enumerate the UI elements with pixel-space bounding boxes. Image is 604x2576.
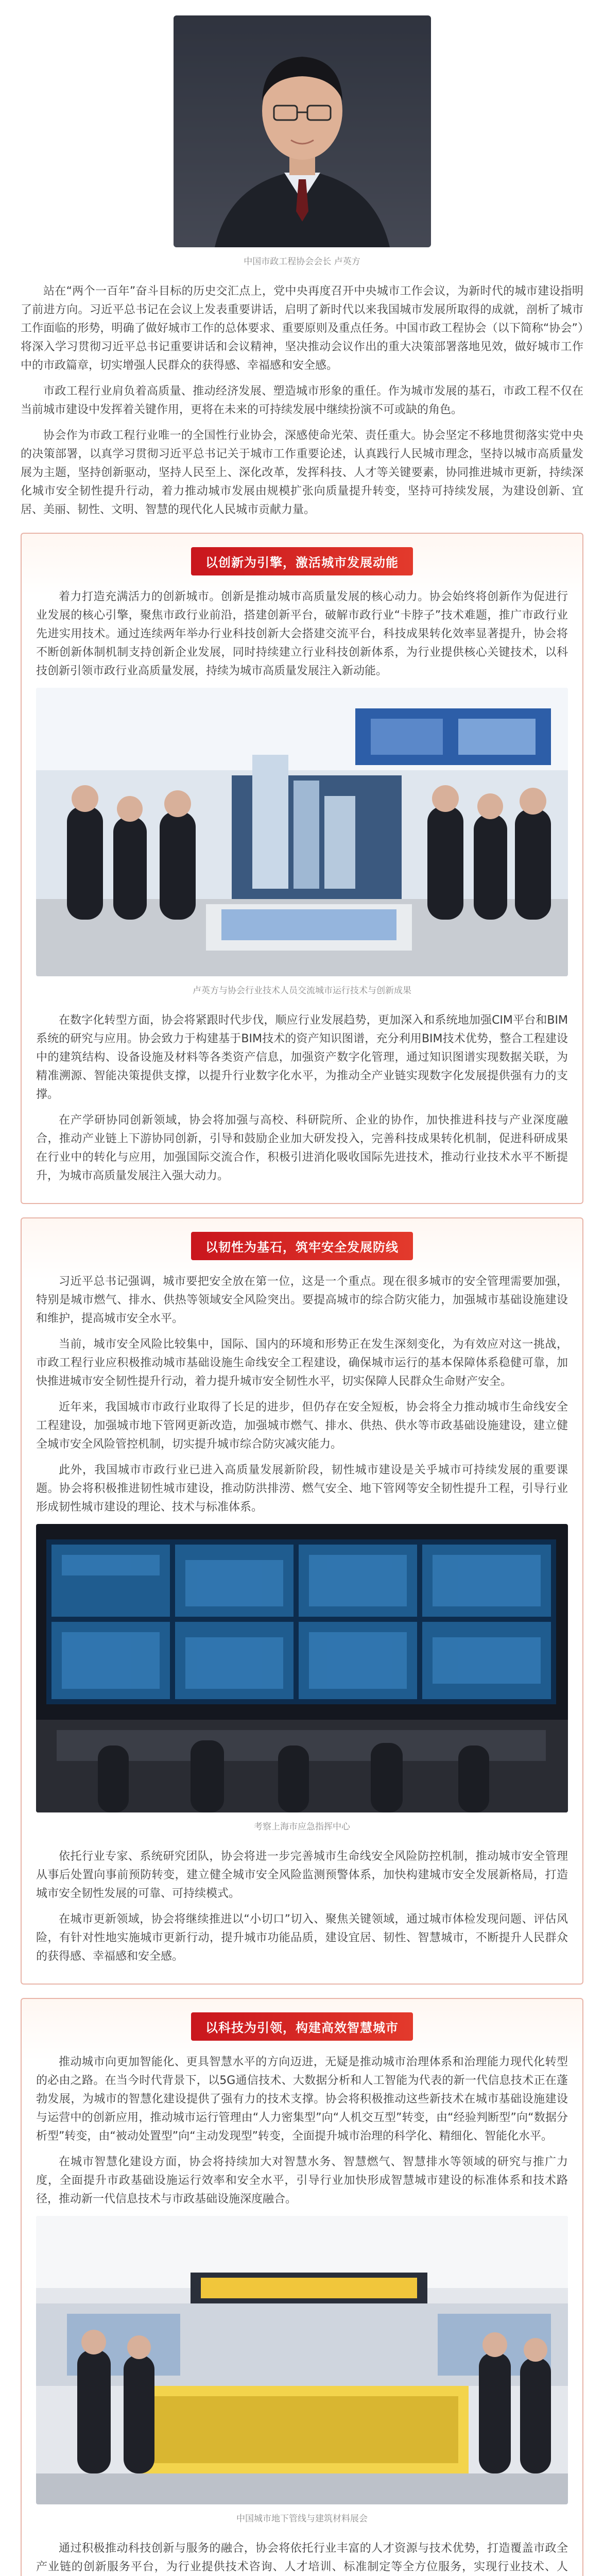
section-paragraph: 着力打造充满活力的创新城市。创新是推动城市高质量发展的核心动力。协会始终将创新作为促进行业发展的核心引擎，聚焦市政行业前沿，搭建创新平台，破解市政行业“卡脖子”技术难题，推广市政行业先进实用技术。通过连续两年举办行业科技创新大会搭建交流平台，科技成果转化效率显著提升，协会将不断创新体制机制支持创新企业发展，同时持续建立行业科技创新体系，为行业提供核心关键技术，以科技创新引领市政行业高质量发展，持续为城市高质量发展注入新动能。 [36,590,568,677]
section-resilience [21,1217,583,1985]
section-paragraph: 在产学研协同创新领域，协会将加强与高校、科研院所、企业的协作，加快推进科技与产业深度融合，推动产业链上下游协同创新，引导和鼓励企业加大研发投入，完善科技成果转化机制，促进科研成果在行业中的转化与应用，加强国际交流合作，积极引进消化吸收国际先进技术，推动行业技术水平不断提升，为城市高质量发展注入强大动力。 [36,1114,568,1182]
intro-paragraph: 站在“两个一百年”奋斗目标的历史交汇点上，党中央再度召开中央城市工作会议，为新时代的城市建设指明了前进方向。习近平总书记在会议上发表重要讲话，启明了新时代以来我国城市发展所取得的成就，剖析了城市工作面临的形势，明确了做好城市工作的总体要求、重要原则及重点任务。中国市政工程协会（以下简称“协会”）将深入学习贯彻习近平总书记重要讲话和会议精神，坚决推动会议作出的重大决策部署落地见效，做好城市工作中的市政篇章，切实增强人民群众的获得感、幸福感和安全感。 [21,285,583,372]
section-smart-city [21,1998,583,2576]
section-paragraph: 依托行业专家、系统研究团队，协会将进一步完善城市生命线安全风险防控机制，推动城市安全管理从事后处置向事前预防转变，建立健全城市安全风险监测预警体系，加快构建城市安全发展新格局，打造城市安全韧性发展的可靠、可持续模式。 [36,1850,568,1900]
section-title: 以韧性为基石，筑牢安全发展防线 [191,1232,413,1260]
exhibition-photo-image [36,688,568,976]
exhibition-photo [36,688,568,976]
portrait-caption: 中国市政工程协会会长 卢英方 [244,257,360,267]
section-paragraph: 在城市更新领域，协会将继续推进以“小切口”切入、聚焦关键领域，通过城市体检发现问题、评估风险，有针对性地实施城市更新行动，提升城市功能品质，建设宜居、韧性、智慧城市，不断提升人民群众的获得感、幸福感和安全感。 [36,1913,568,1963]
intro-paragraph: 协会作为市政工程行业唯一的全国性行业协会，深感使命光荣、责任重大。协会坚定不移地贯彻落实党中央的决策部署，以真学习贯彻习近平总书记关于城市工作重要论述，认真践行人民城市理念，坚持以城市高质量发展为主题，坚持创新驱动，坚持人民至上、深化改革，发挥科技、人才等关键要素，协同推进城市更新，持续深化城市安全韧性提升行动，着力推动城市发展由规模扩张向质量提升转变，坚持可持续发展，为建设创新、宜居、美丽、韧性、文明、智慧的现代化人民城市贡献力量。 [21,429,583,516]
section-photo-caption: 中国城市地下管线与建筑材料展会 [236,2514,368,2524]
section-photo-caption: 卢英方与协会行业技术人员交流城市运行技术与创新成果 [193,986,411,996]
article-body [21,0,583,2576]
section-paragraph: 此外，我国城市市政行业已进入高质量发展新阶段，韧性城市建设是关乎城市可持续发展的重要课题。协会将积极推进韧性城市建设，推动防洪排涝、燃气安全、地下管网等安全韧性提升工程，引导行业形成韧性城市建设的理论、技术与标准体系。 [36,1464,568,1514]
section-paragraph: 通过积极推动科技创新与服务的融合，协会将依托行业丰富的人才资源与技术优势，打造覆盖市政全产业链的创新服务平台，为行业提供技术咨询、人才培训、标准制定等全方位服务，实现行业技术、人 [36,2542,568,2573]
section-photo-caption: 考察上海市应急指挥中心 [254,1822,350,1832]
expo-photo-image [36,2216,568,2504]
section-paragraph: 当前，城市安全风险比较集中，国际、国内的环境和形势正在发生深刻变化，为有效应对这一挑战，市政工程行业应积极推动城市基础设施生命线安全工程建设，确保城市运行的基本保障体系稳健可靠，加快推进城市安全韧性提升行动，着力提升城市安全韧性水平，切实保障人民群众生命财产安全。 [36,1338,568,1388]
expo-photo [36,2216,568,2504]
section-paragraph: 推动城市向更加智能化、更具智慧水平的方向迈进，无疑是推动城市治理体系和治理能力现代化转型的必由之路。在当今时代背景下，以5G通信技术、大数据分析和人工智能为代表的新一代信息技术正在蓬勃发展，为城市的智慧化建设提供了强有力的技术支撑。协会将积极推动这些新技术在城市基础设施建设与运营中的创新应用，推动城市运行管理由“人力密集型”向“人机交互型”转变，由“经验判断型”向“数据分析型”转变，由“被动处置型”向“主动发现型”转变，全面提升城市治理的科学化、精细化、智能化水平。 [36,2056,568,2143]
intro-paragraph: 市政工程行业肩负着高质量、推动经济发展、塑造城市形象的重任。作为城市发展的基石，市政工程不仅在当前城市建设中发挥着关键作用，更将在未来的可持续发展中继续扮演不可或缺的角色。 [21,385,583,416]
portrait-photo-image [174,15,431,247]
portrait-photo [174,15,431,247]
section-paragraph: 近年来，我国城市市政行业取得了长足的进步，但仍存在安全短板，协会将全力推动城市生命线安全工程建设，加强城市地下管网更新改造，加强城市燃气、排水、供热、供水等市政基础设施建设，建立健全城市安全风险管控机制，切实提升城市综合防灾减灾能力。 [36,1401,568,1451]
command-center-photo-image [36,1524,568,1812]
section-innovation [21,533,583,1204]
section-paragraph: 在数字化转型方面，协会将紧跟时代步伐，顺应行业发展趋势，更加深入和系统地加强CIM平台和BIM系统的研究与应用。协会致力于构建基于BIM技术的资产知识图谱，充分利用BIM技术优势，整合工程建设中的建筑结构、设备设施及材料等各类资产信息，加强资产数字化管理，通过知识图谱实现数据关联，为精准溯源、智能决策提供支撑，以提升行业数字化水平，为推动全产业链实现数字化发展提供强有力的支撑。 [36,1014,568,1101]
section-paragraph: 习近平总书记强调，城市要把安全放在第一位，这是一个重点。现在很多城市的安全管理需要加强，特别是城市燃气、排水、供热等领域安全风险突出。要提高城市的综合防灾能力，加强城市基础设施建设和维护，提高城市安全水平。 [36,1275,568,1325]
section-title: 以科技为引领，构建高效智慧城市 [191,2012,413,2041]
section-paragraph: 在城市智慧化建设方面，协会将持续加大对智慧水务、智慧燃气、智慧排水等领域的研究与推广力度，全面提升市政基础设施运行效率和安全水平，引导行业加快形成智慧城市建设的标准体系和技术路径，推动新一代信息技术与市政基础设施深度融合。 [36,2156,568,2206]
command-center-photo [36,1524,568,1812]
section-title: 以创新为引擎，激活城市发展动能 [191,547,413,575]
